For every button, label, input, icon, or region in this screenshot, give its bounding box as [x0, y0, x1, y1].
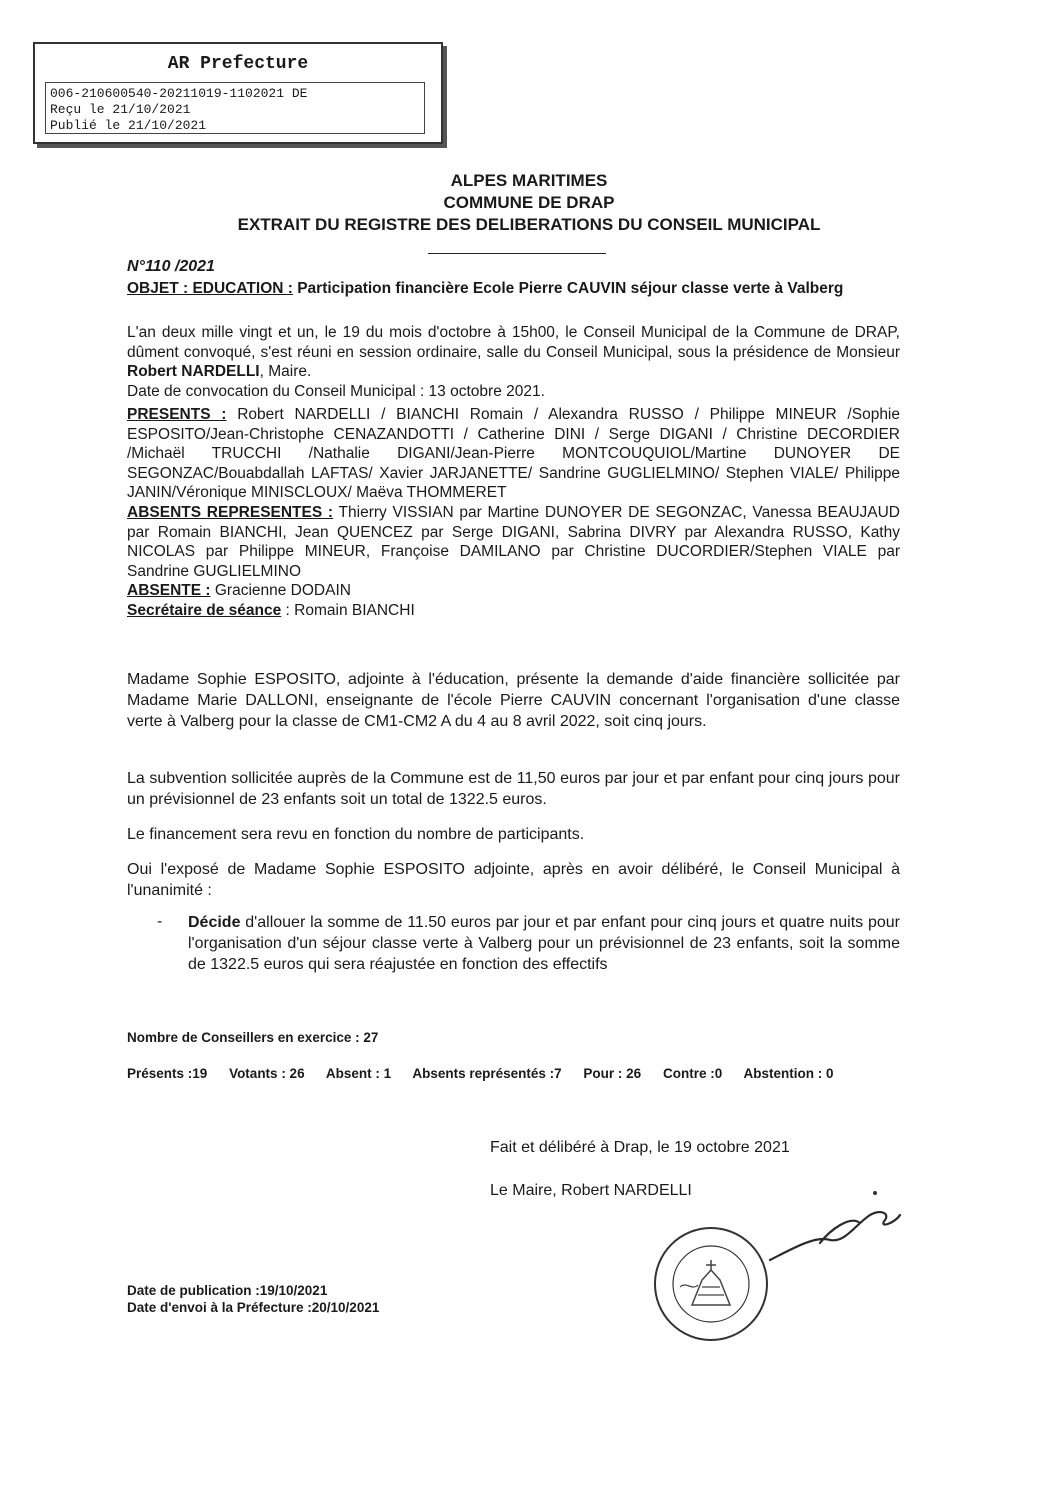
intro-paragraph	[127, 323, 900, 382]
count-absent: Absent : 1	[325, 1066, 392, 1081]
stamp-received: Reçu le 21/10/2021	[50, 102, 191, 117]
presents-paragraph	[127, 405, 900, 503]
secretaire-label: Secrétaire de séance	[127, 602, 282, 619]
handwritten-signature	[760, 1185, 910, 1275]
count-abstention: Abstention : 0	[743, 1066, 834, 1081]
absente-name: Gracienne DODAIN	[210, 582, 351, 599]
count-pour: Pour : 26	[583, 1066, 642, 1081]
place-date: Fait et délibéré à Drap, le 19 octobre 2021	[490, 1139, 790, 1156]
header-divider	[428, 253, 606, 254]
prefecture-stamp	[33, 42, 443, 144]
intro-text: L'an deux mille vingt et un, le 19 du mois d'octobre à 15h00, le Conseil Municipal de la Commune de DRAP, dûment convoqué, s'est réuni en session ordinaire, salle du Conseil Municipal, sous la présidence de Monsieur	[127, 324, 900, 361]
body-paragraph-2: La subvention sollicitée auprès de la Commune est de 11,50 euros par jour et par enfant pour cinq jours pour un prévisionnel de 23 enfants soit un total de 1322.5 euros.	[127, 770, 900, 808]
header-register: EXTRAIT DU REGISTRE DES DELIBERATIONS DU CONSEIL MUNICIPAL	[237, 215, 821, 234]
stamp-id: 006-210600540-20211019-1102021 DE	[50, 86, 308, 101]
objet-text: Participation financière Ecole Pierre CAUVIN séjour classe verte à Valberg	[297, 280, 844, 297]
stamp-title: AR Prefecture	[167, 54, 309, 74]
header-department: ALPES MARITIMES	[450, 171, 608, 190]
intro-end: , Maire.	[259, 363, 312, 380]
count-presents: Présents :19	[127, 1066, 208, 1081]
stamp-published: Publié le 21/10/2021	[50, 118, 207, 133]
count-contre: Contre :0	[662, 1066, 723, 1081]
secretaire-paragraph	[127, 601, 900, 621]
convocation-date: Date de convocation du Conseil Municipal : 13 octobre 2021.	[127, 383, 545, 400]
objet-label: OBJET : EDUCATION :	[127, 280, 293, 297]
decision-text	[188, 912, 900, 975]
body-paragraph-4: Oui l'exposé de Madame Sophie ESPOSITO adjointe, après en avoir délibéré, le Conseil Municipal à l'unanimité :	[127, 861, 900, 899]
absente-paragraph	[127, 581, 900, 601]
intro-president: Robert NARDELLI	[127, 363, 260, 380]
mairie-seal	[652, 1225, 770, 1343]
stamp-details	[45, 82, 425, 134]
deliberation-number: N°110 /2021	[127, 258, 215, 275]
body-paragraph-3: Le financement sera revu en fonction du nombre de participants.	[127, 826, 585, 843]
vote-counts	[127, 1066, 851, 1081]
decision-bullet: -	[157, 913, 163, 930]
count-votants: Votants : 26	[229, 1066, 305, 1081]
absents-representes-list: Thierry VISSIAN par Martine DUNOYER DE SEGONZAC, Vanessa BEAUJAUD par Romain BIANCHI, Jean QUENCEZ par Serge DIGANI, Sabrina DIVRY par Alexandra RUSSO, Kathy NICOLAS par Philippe MINEUR, Françoise DAMILANO par Christine DUCORDIER/Stephen VIALE par Sandrine GUGLIELMINO	[127, 504, 900, 580]
maire-name: Le Maire, Robert NARDELLI	[490, 1182, 692, 1199]
absents-representes-label: ABSENTS REPRESENTES :	[127, 504, 334, 521]
absents-representes-paragraph	[127, 503, 900, 581]
body-paragraph-1: Madame Sophie ESPOSITO, adjointe à l'éducation, présente la demande d'aide financière sollicitée par Madame Marie DALLONI, enseignante de l'école Pierre CAUVIN concernant l'organisation d'une classe verte à Valberg pour la classe de CM1-CM2 A du 4 au 8 avril 2022, soit cinq jours.	[127, 671, 900, 730]
decision-body: d'allouer la somme de 11.50 euros par jour et par enfant pour cinq jours et quatre nuits pour l'organisation d'un séjour classe verte à Valberg pour un prévisionnel de 23 enfants, soit la somme de 1322.5 euros qui sera réajustée en fonction des effectifs	[188, 914, 900, 973]
secretaire-name: : Romain BIANCHI	[281, 602, 415, 619]
decision-verb: Décide	[188, 914, 241, 931]
presents-label: PRESENTS :	[127, 406, 227, 423]
objet-paragraph	[127, 279, 900, 299]
header-commune: COMMUNE DE DRAP	[443, 193, 615, 212]
presents-list: Robert NARDELLI / BIANCHI Romain / Alexandra RUSSO / Philippe MINEUR /Sophie ESPOSITO/Jean-Christophe CENAZANDOTTI / Catherine DINI / Serge DIGANI / Christine DECORDIER /Michaël TRUCCHI /Nathalie DIGANI/Jean-Pierre MONTCOUQUIOL/Martine DUNOYER DE SEGONZAC/Bouabdallah LAFTAS/ Xavier JARJANETTE/ Sandrine GUGLIELMINO/ Stephen VIALE/ Philippe JANIN/Véronique MINISCLOUX/ Maëva THOMMERET	[127, 406, 900, 501]
conseillers-count: Nombre de Conseillers en exercice : 27	[127, 1030, 379, 1045]
absente-label: ABSENTE :	[127, 582, 211, 599]
envoi-date: Date d'envoi à la Préfecture :20/10/2021	[127, 1300, 380, 1315]
count-absents-representes: Absents représentés :7	[412, 1066, 562, 1081]
publication-date: Date de publication :19/10/2021	[127, 1283, 328, 1298]
